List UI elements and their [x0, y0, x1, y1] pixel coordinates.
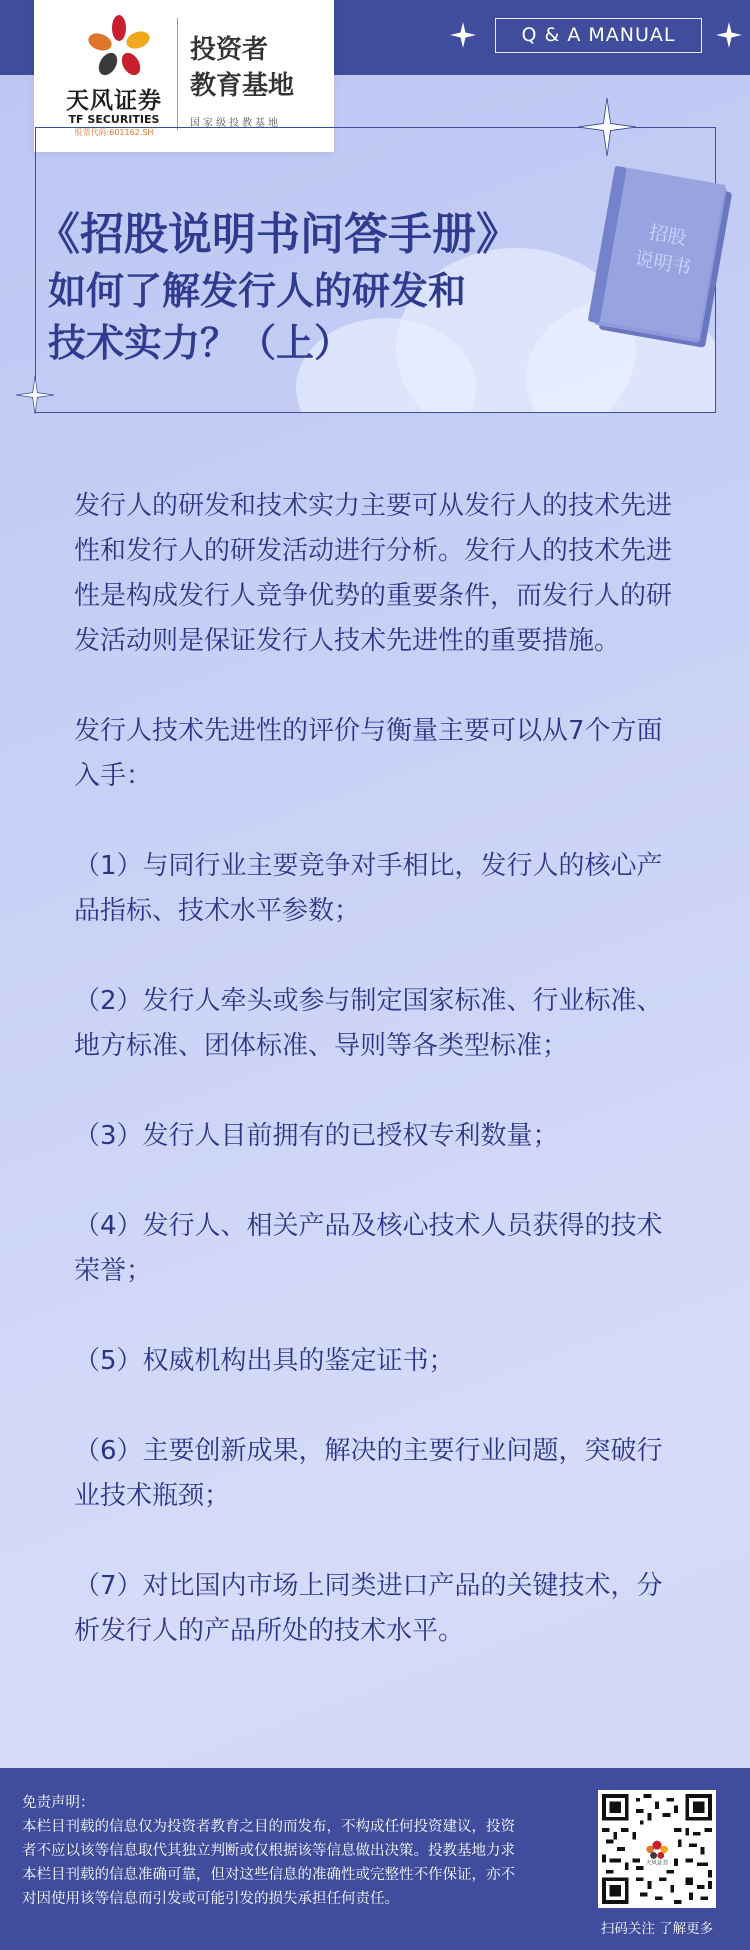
disclaimer-line: 者不应以该等信息取代其独立判断或仅根据该等信息做出决策。投教基地力求: [22, 1843, 515, 1859]
disclaimer: [22, 1791, 577, 1911]
qr-code[interactable]: [598, 1790, 716, 1908]
prospectus-book-icon: [575, 162, 735, 362]
logo-stock-code: 股票代码:601162.SH: [74, 128, 154, 137]
edu-title-line1: 投资者: [190, 35, 269, 65]
criteria-item-2: （2）发行人牵头或参与制定国家标准、行业标准、地方标准、团体标准、导则等各类型标准；: [74, 986, 663, 1061]
criteria-item-3: （3）发行人目前拥有的已授权专利数量；: [74, 1121, 559, 1151]
book-label-line1: 招股: [647, 221, 689, 250]
page-subtitle: [48, 265, 508, 369]
logo-english-name: TF SECURITIES: [68, 113, 160, 126]
sparkle-icon: [716, 22, 742, 48]
sparkle-icon: [578, 98, 636, 156]
criteria-item-1: （1）与同行业主要竞争对手相比，发行人的核心产品指标、技术水平参数；: [74, 851, 663, 926]
paragraph-intro: 发行人的研发和技术实力主要可从发行人的技术先进性和发行人的研发活动进行分析。发行人的技术先进性是构成发行人竞争优势的重要条件，而发行人的研发活动则是保证发行人技术先进性的重要措施。: [74, 491, 673, 656]
criteria-item-6: （6）主要创新成果，解决的主要行业问题，突破行业技术瓶颈；: [74, 1436, 663, 1511]
article-body: [74, 484, 679, 1699]
disclaimer-title: 免责声明：: [22, 1795, 95, 1811]
logo-company-name: 天风证券: [66, 88, 162, 114]
subtitle-line2: 技术实力？（上）: [48, 321, 353, 365]
criteria-item-7: （7）对比国内市场上同类进口产品的关键技术，分析发行人的产品所处的技术水平。: [74, 1571, 663, 1646]
disclaimer-line: 对因使用该等信息而引发或可能引发的损失承担任何责任。: [22, 1891, 399, 1907]
footer: [0, 1768, 750, 1950]
qa-manual-label: Q & A MANUAL: [495, 18, 702, 53]
edu-base-subtitle: 国家级投教基地: [190, 118, 281, 129]
tf-flower-logo-icon: [84, 12, 154, 82]
paragraph-criteria-intro: 发行人技术先进性的评价与衡量主要可以从7个方面入手：: [74, 716, 663, 791]
book-label-line2: 说明书: [632, 247, 693, 280]
qr-caption: 扫码关注 了解更多: [600, 1921, 714, 1937]
edu-base-title: [190, 32, 330, 104]
criteria-item-5: （5）权威机构出具的鉴定证书；: [74, 1346, 455, 1376]
sparkle-icon: [450, 22, 476, 48]
disclaimer-line: 本栏目刊载的信息准确可靠，但对这些信息的准确性或完整性不作保证，亦不: [22, 1867, 515, 1883]
disclaimer-line: 本栏目刊载的信息仅为投资者教育之目的而发布，不构成任何投资建议，投资: [22, 1819, 515, 1835]
logo-divider: [177, 18, 178, 130]
page-title: 《招股说明书问答手册》: [36, 209, 520, 260]
subtitle-line1: 如何了解发行人的研发和: [48, 269, 467, 313]
edu-title-line2: 教育基地: [190, 71, 295, 101]
criteria-item-4: （4）发行人、相关产品及核心技术人员获得的技术荣誉；: [74, 1211, 663, 1286]
qr-logo-text: 天风证券: [645, 1860, 669, 1867]
qr-code-icon: [602, 1794, 712, 1904]
sparkle-icon: [16, 376, 54, 414]
